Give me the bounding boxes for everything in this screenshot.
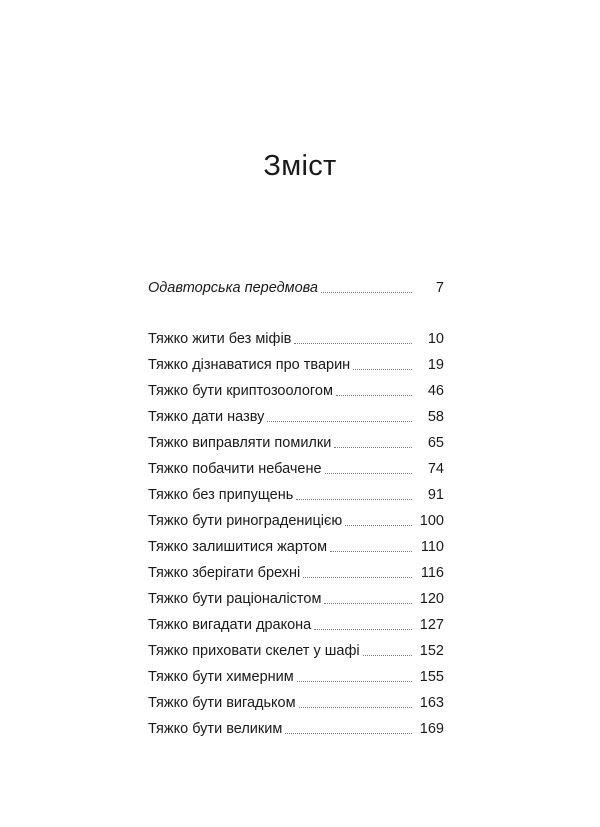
toc-entry-preface bbox=[148, 278, 444, 298]
dot-leader bbox=[325, 473, 412, 474]
toc-entry bbox=[148, 563, 444, 583]
toc-entry-page: 120 bbox=[419, 591, 444, 607]
toc-entry-label: Тяжко жити без міфів bbox=[148, 331, 292, 347]
dot-leader bbox=[321, 292, 412, 293]
toc-entry-page: 10 bbox=[427, 331, 444, 347]
toc-entry-label: Тяжко бути раціоналістом bbox=[148, 591, 322, 607]
toc-entry-label: Тяжко бути великим bbox=[148, 721, 283, 737]
dot-leader bbox=[330, 551, 412, 552]
dot-leader bbox=[336, 395, 412, 396]
toc-entry bbox=[148, 381, 444, 401]
toc-entry-label: Тяжко дізнаватися про тварин bbox=[148, 357, 351, 373]
toc-entry-page: 91 bbox=[427, 487, 444, 503]
toc-entry-page: 155 bbox=[419, 669, 444, 685]
toc-entry-label: Тяжко бути вигадьком bbox=[148, 695, 296, 711]
toc-entry bbox=[148, 615, 444, 635]
toc-entry-page: 116 bbox=[420, 565, 444, 581]
dot-leader bbox=[303, 577, 412, 578]
toc-entry-label: Тяжко без припущень bbox=[148, 487, 294, 503]
page-title: Зміст bbox=[263, 150, 337, 182]
toc-entry bbox=[148, 537, 444, 557]
toc-entry-page: 74 bbox=[427, 461, 444, 477]
toc-entry-page: 152 bbox=[419, 643, 444, 659]
toc-entry-page: 7 bbox=[435, 280, 444, 296]
toc-entry bbox=[148, 589, 444, 609]
toc-entry-page: 46 bbox=[427, 383, 444, 399]
toc-entry-label: Тяжко бути ринограденицією bbox=[148, 513, 343, 529]
dot-leader bbox=[363, 655, 412, 656]
toc-entry-label: Тяжко зберігати брехні bbox=[148, 565, 301, 581]
toc-entry-page: 19 bbox=[427, 357, 444, 373]
toc-entry bbox=[148, 693, 444, 713]
toc-entry bbox=[148, 667, 444, 687]
toc-entry-label: Тяжко дати назву bbox=[148, 409, 265, 425]
toc-entry bbox=[148, 511, 444, 531]
toc-entry-page: 65 bbox=[427, 435, 444, 451]
toc-entry-label: Тяжко бути криптозоологом bbox=[148, 383, 333, 399]
dot-leader bbox=[314, 629, 412, 630]
toc-entry-label: Тяжко залишитися жартом bbox=[148, 539, 328, 555]
dot-leader bbox=[267, 421, 412, 422]
toc-entry-label: Тяжко вигадати дракона bbox=[148, 617, 312, 633]
dot-leader bbox=[324, 603, 412, 604]
dot-leader bbox=[334, 447, 412, 448]
toc-entry-page: 110 bbox=[420, 539, 444, 555]
dot-leader bbox=[353, 369, 412, 370]
toc-entry-label: Тяжко бути химерним bbox=[148, 669, 294, 685]
dot-leader bbox=[345, 525, 412, 526]
toc-entry-label: Тяжко виправляти помилки bbox=[148, 435, 332, 451]
dot-leader bbox=[299, 707, 412, 708]
toc-entry-label: Одавторська передмова bbox=[148, 280, 318, 296]
dot-leader bbox=[294, 343, 412, 344]
toc-entry bbox=[148, 355, 444, 375]
dot-leader bbox=[285, 733, 412, 734]
toc-entry-page: 100 bbox=[419, 513, 444, 529]
toc-entry-page: 58 bbox=[427, 409, 444, 425]
toc-entry bbox=[148, 485, 444, 505]
toc-entry bbox=[148, 641, 444, 661]
toc-entry-page: 169 bbox=[419, 721, 444, 737]
dot-leader bbox=[297, 681, 412, 682]
toc-entry bbox=[148, 407, 444, 427]
dot-leader bbox=[296, 499, 412, 500]
toc-entry-page: 127 bbox=[419, 617, 444, 633]
toc-entry bbox=[148, 329, 444, 349]
toc-entry bbox=[148, 719, 444, 739]
toc-entry-label: Тяжко приховати скелет у шафі bbox=[148, 643, 360, 659]
toc-entry-label: Тяжко побачити небачене bbox=[148, 461, 322, 477]
toc-entry bbox=[148, 459, 444, 479]
toc-entry bbox=[148, 433, 444, 453]
toc-entry-page: 163 bbox=[419, 695, 444, 711]
